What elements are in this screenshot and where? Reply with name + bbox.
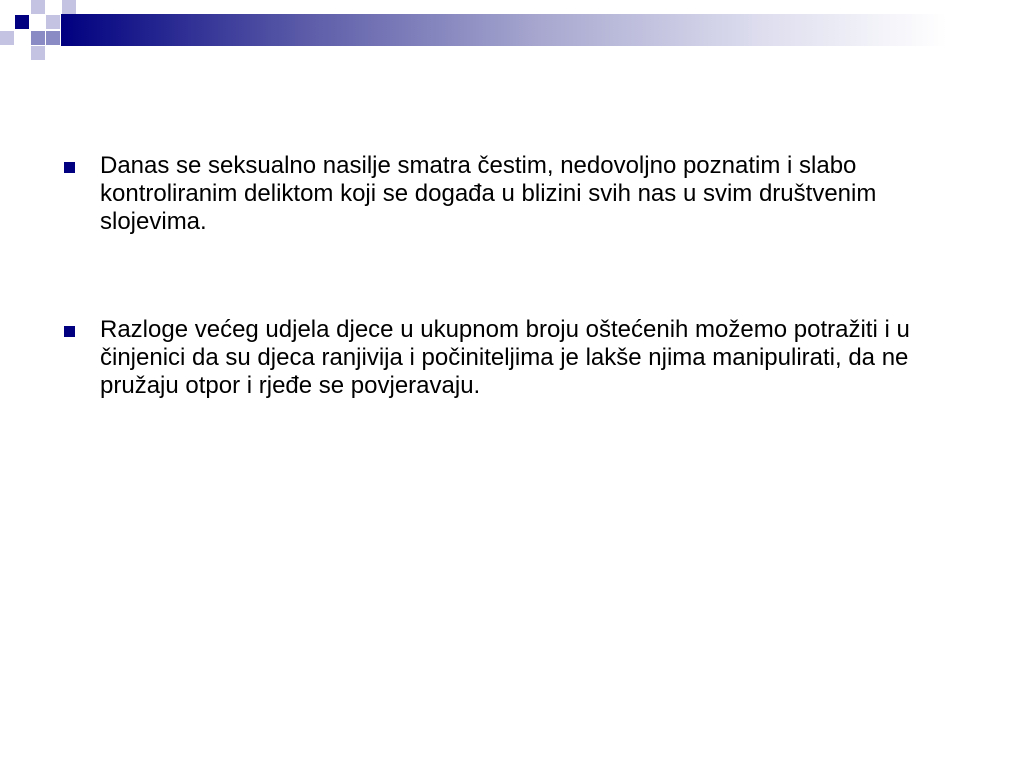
decor-square-light <box>31 46 45 60</box>
square-bullet-icon <box>64 162 75 173</box>
header-decoration <box>0 0 1024 64</box>
bullet-text: Danas se seksualno nasilje smatra čestim, nedovoljno poznatim i slabo kontroliranim deliktom koji se događa u blizini svih nas u svim društvenim slojevima. <box>100 152 877 235</box>
decor-square-light <box>0 31 14 45</box>
bullet-item <box>62 316 962 400</box>
decor-square-light <box>62 0 76 14</box>
decor-square-mid <box>31 31 45 45</box>
bullet-item <box>62 152 962 236</box>
square-bullet-icon <box>64 326 75 337</box>
bullet-text: Razloge većeg udjela djece u ukupnom broju oštećenih možemo potražiti i u činjenici da su djeca ranjivija i počiniteljima je lakše njima manipulirati, da ne pružaju otpor i rjeđe se povjeravaju. <box>100 316 910 399</box>
bullet-list <box>62 152 962 400</box>
decor-square-light <box>31 0 45 14</box>
decor-square-mid <box>46 31 60 45</box>
decor-square-light <box>46 15 60 29</box>
header-gradient-band <box>61 14 1024 46</box>
decor-square-dark <box>15 15 29 29</box>
